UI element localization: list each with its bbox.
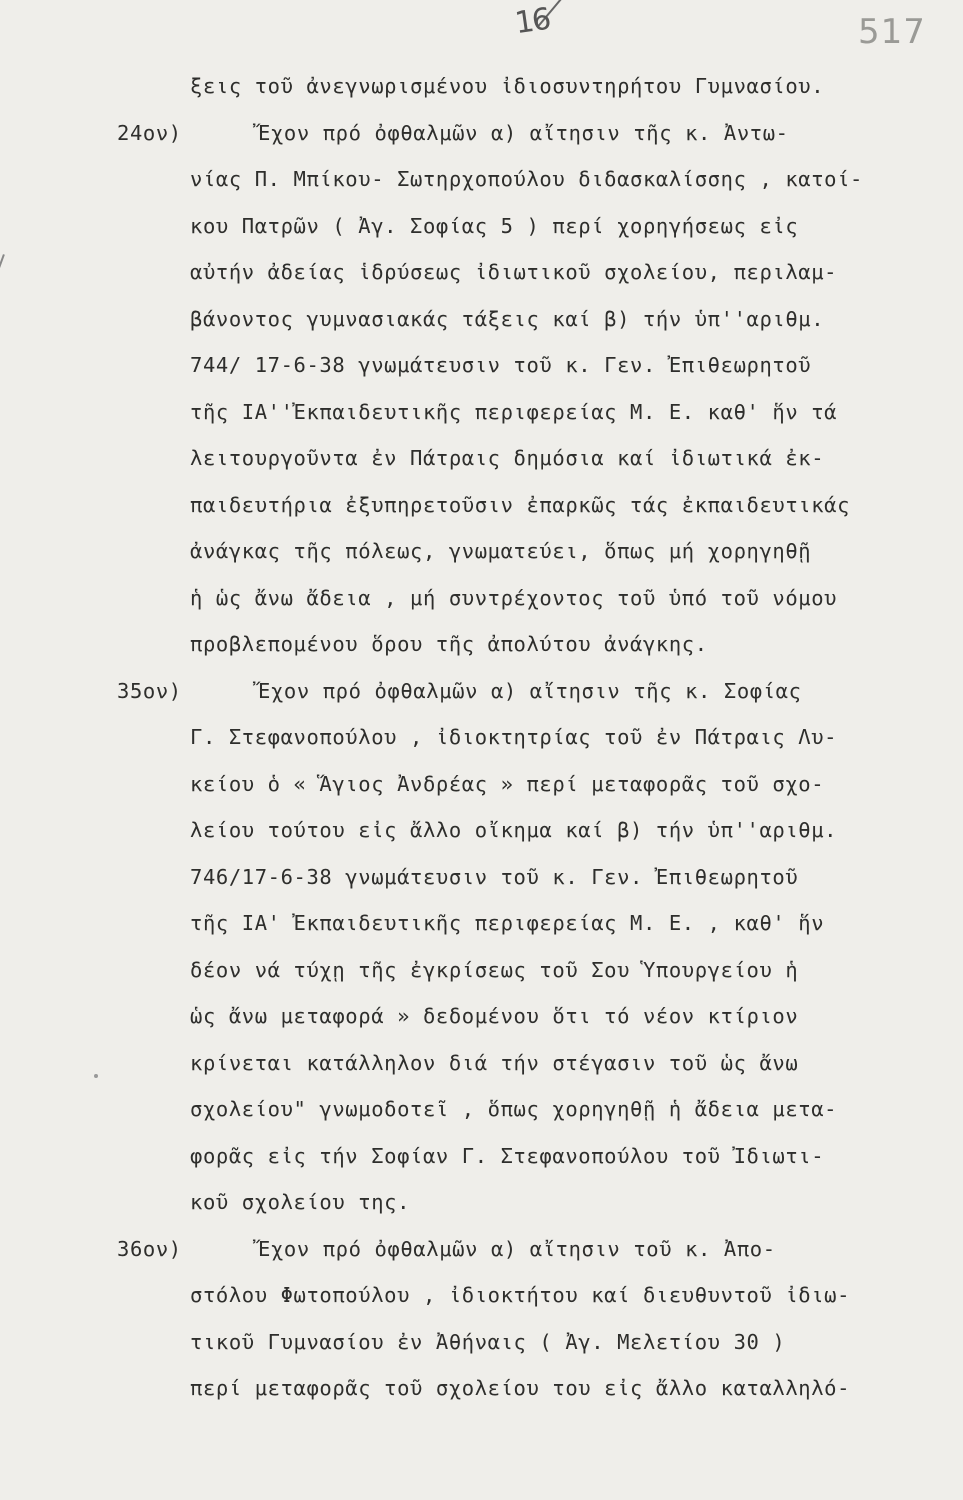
text-line: 746/17-6-38 γνωμάτευσιν τοῦ κ. Γεν. Ἐπιθεωρητοῦ — [190, 864, 799, 889]
text-line: κοῦ σχολείου της. — [190, 1190, 411, 1214]
text-line: τῆς ΙΑ' Ἐκπαιδευτικῆς περιφερείας Μ. Ε. , καθ' ἥν — [190, 911, 825, 935]
text-line: ἀνάγκας τῆς πόλεως, γνωματεύει, ὅπως μή χορηγηθῇ — [190, 539, 812, 563]
text-line: δέον νά τύχῃ τῆς ἐγκρίσεως τοῦ Σου Ὑπουργείου ἡ — [190, 957, 799, 982]
page-number: 517 — [858, 12, 926, 52]
text-line: περί μεταφορᾶς τοῦ σχολείου του εἰς ἄλλο καταλληλό- — [190, 1376, 851, 1400]
text-line: τῆς ΙΑ''Ἐκπαιδευτικῆς περιφερείας Μ. Ε. καθ' ἥν τά — [190, 399, 838, 424]
text-line: Ἔχον πρό ὀφθαλμῶν α) αἴτησιν τῆς κ. Σοφίας — [258, 678, 802, 703]
text-line: σχολείου" γνωμοδοτεῖ , ὅπως χορηγηθῇ ἡ ἄδεια μετα- — [190, 1097, 838, 1121]
text-line: κρίνεται κατάλληλον διά τήν στέγασιν τοῦ ὡς ἄνω — [190, 1050, 799, 1075]
folio-number: 16 — [512, 1, 552, 42]
text-line: παιδευτήρια ἐξυπηρετοῦσιν ἐπαρκῶς τάς ἐκπαιδευτικάς — [190, 492, 851, 517]
text-line: φορᾶς εἰς τήν Σοφίαν Γ. Στεφανοπούλου τοῦ Ἰδιωτι- — [190, 1143, 825, 1168]
item-number: 35ον) — [117, 678, 182, 703]
item-number: 36ον) — [117, 1236, 182, 1261]
item-number: 24ον) — [117, 120, 182, 145]
text-line: ὡς ἄνω μεταφορά » δεδομένου ὅτι τό νέον κτίριον — [190, 1004, 799, 1028]
text-line: λειτουργοῦντα ἐν Πάτραις δημόσια καί ἰδιωτικά ἐκ- — [190, 446, 825, 470]
text-line: κείου ὁ « Ἅγιος Ἀνδρέας » περί μεταφορᾶς τοῦ σχο- — [190, 771, 825, 796]
margin-mark — [0, 254, 10, 272]
text-line: ἡ ὡς ἄνω ἄδεια , μή συντρέχοντος τοῦ ὑπό τοῦ νόμου — [190, 585, 838, 610]
text-line: βάνοντος γυμνασιακάς τάξεις καί β) τήν ὑπ''αριθμ. — [190, 306, 825, 331]
text-line: Ἔχον πρό ὀφθαλμῶν α) αἴτησιν τοῦ κ. Ἀπο- — [258, 1236, 776, 1261]
text-line: Γ. Στεφανοπούλου , ἰδιοκτητρίας τοῦ ἐν Πάτραις Λυ- — [190, 725, 838, 749]
text-line: στόλου Φωτοπούλου , ἰδιοκτήτου καί διευθυντοῦ ἰδιω- — [190, 1283, 851, 1307]
text-line: κου Πατρῶν ( Ἀγ. Σοφίας 5 ) περί χορηγήσεως εἰς — [190, 213, 799, 238]
margin-dot — [94, 1074, 98, 1078]
text-line: ξεις τοῦ ἀνεγνωρισμένου ἰδιοσυντηρήτου Γυμνασίου. — [190, 74, 825, 98]
text-line: προβλεπομένου ὅρου τῆς ἀπολύτου ἀνάγκης. — [190, 632, 708, 656]
text-line: τικοῦ Γυμνασίου ἐν Ἀθήναις ( Ἀγ. Μελετίου 30 ) — [190, 1329, 786, 1354]
text-line: λείου τούτου εἰς ἄλλο οἴκημα καί β) τήν ὑπ''αριθμ. — [190, 818, 838, 842]
text-line: 744/ 17-6-38 γνωμάτευσιν τοῦ κ. Γεν. Ἐπιθεωρητοῦ — [190, 353, 812, 377]
text-line: νίας Π. Μπίκου- Σωτηρχοπούλου διδασκαλίσσης , κατοί- — [190, 167, 863, 191]
text-line: Ἔχον πρό ὀφθαλμῶν α) αἴτησιν τῆς κ. Ἀντω- — [258, 120, 789, 145]
text-line: αὐτήν ἀδείας ἱδρύσεως ἰδιωτικοῦ σχολείου, περιλαμ- — [190, 260, 838, 284]
